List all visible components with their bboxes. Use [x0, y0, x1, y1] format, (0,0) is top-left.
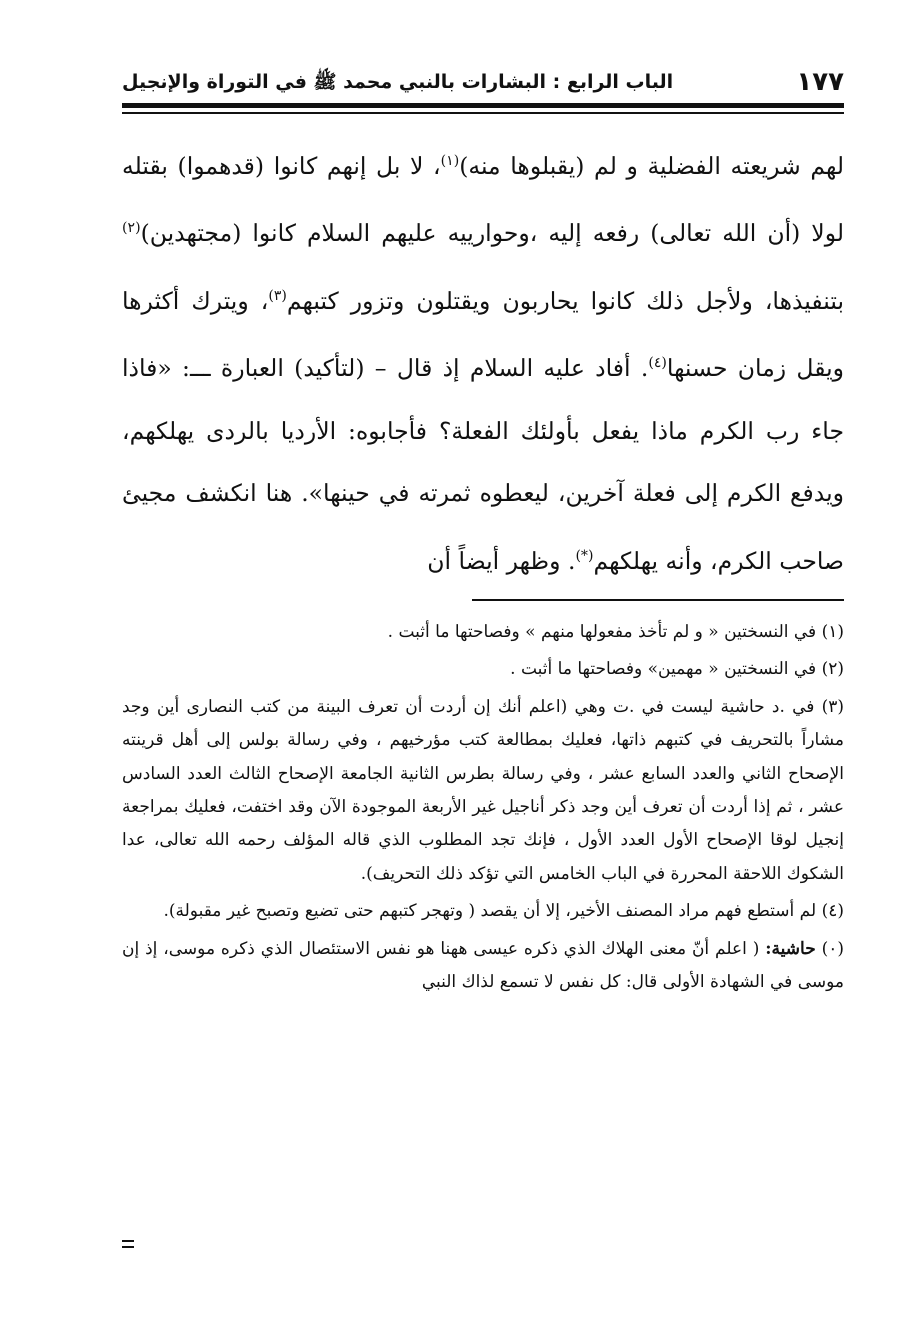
main-text-segment: بتنفيذها، ولأجل ذلك كانوا يحاربون ويقتلون وتزور كتبهم [286, 286, 845, 315]
footnote-margin-note [122, 933, 844, 1000]
page-header [122, 62, 844, 102]
footnote-ref: (١) [440, 153, 460, 169]
header-rule-thick [122, 103, 844, 108]
main-text-segment: لهم شريعته الفضلية و لم (يقبلوها منه) [459, 151, 844, 180]
footnote-text: ( اعلم أنّ معنى الهلاك الذي ذكره عيسى ههنا هو نفس الاستئصال الذي ذكره موسى، إذ إن موسى في الشهادة الأولى قال: كل نفس لا تسمع لذاك النبي [122, 938, 844, 993]
main-text-segment: . أفاد عليه السلام إذ قال – (لتأكيد) العبارة ـــ: «فاذا جاء رب الكرم ماذا يفعل بأولئك الفعلة؟ فأجابوه: الأرديا بالردى يهلكهم، ويدفع الكرم إلى فعلة آخرين، ليعطوه ثمرته في حينها». هنا انكشف مجيئ صاحب الكرم، وأنه يهلكهم [122, 354, 844, 575]
footnote-3: (٣) في .د حاشية ليست في .ت وهي (اعلم أنك إن أردت أن تعرف البينة من كتب النصارى أين وجد مشاراً بالتحريف في كتبهم ذاتها، فعليك بمطالعة كتب مؤرخيهم ، وفي رسالة بولس إلى أهل قرينته الإصحاح الثاني والعدد السابع عشر ، وفي رسالة بطرس الثانية الجامعة الإصحاح الثالث العدد السادس عشر ، ثم إذا أردت أن تعرف أين وجد ذكر أناجيل غير الأربعة الموجودة الآن وقد اختفت، فعليك بمراجعة إنجيل لوقا الإصحاح الأول العدد الأول ، فإنك تجد المطلوب الذي قاله المؤلف رحمه الله تعالى، عدا الشكوك اللاحقة المحررة في الباب الخامس التي تؤكد ذلك التحريف). [122, 696, 844, 884]
page-number: ١٧٧ [796, 67, 844, 97]
footnotes [122, 616, 844, 1003]
main-paragraph [122, 130, 844, 592]
main-text-segment: ، لا بل إنهم كانوا (قدهموا) بقتله لولا (أن الله تعالى) رفعه إليه ،وحوارييه عليهم السلام كانوا (مجتهدين) [122, 151, 844, 248]
header-rule-thin [122, 112, 844, 114]
continuation-mark [122, 1240, 134, 1248]
running-title: الباب الرابع : البشارات بالنبي محمد ﷺ في التوراة والإنجيل [122, 71, 674, 93]
footnote-4: (٤) لم أستطع فهم مراد المصنف الأخير، إلا أن يقصد ( وتهجر كتبهم حتى تضيع وتصبح غير مقبولة). [163, 901, 844, 922]
footnote-2: (٢) في النسختين « مهمين» وفصاحتها ما أثبت . [510, 659, 844, 680]
footnote-marker: (٠) [821, 938, 845, 959]
footnote-ref: (٢) [122, 220, 141, 237]
footnote-label: حاشية: [765, 938, 816, 959]
footnote-separator [472, 599, 844, 601]
footnote-ref: (٤) [648, 355, 667, 372]
footnote-1: (١) في النسختين « و لم تأخذ مفعولها منهم » وفصاحتها ما أثبت . [387, 622, 844, 642]
main-text-segment: ، ويترك أكثرها ويقل زمان حسنها [122, 286, 844, 383]
footnote-ref-asterisk: (*) [575, 547, 594, 564]
footnote-ref: (٣) [268, 287, 287, 304]
main-text-segment: . وظهر أيضاً أن [427, 546, 576, 575]
